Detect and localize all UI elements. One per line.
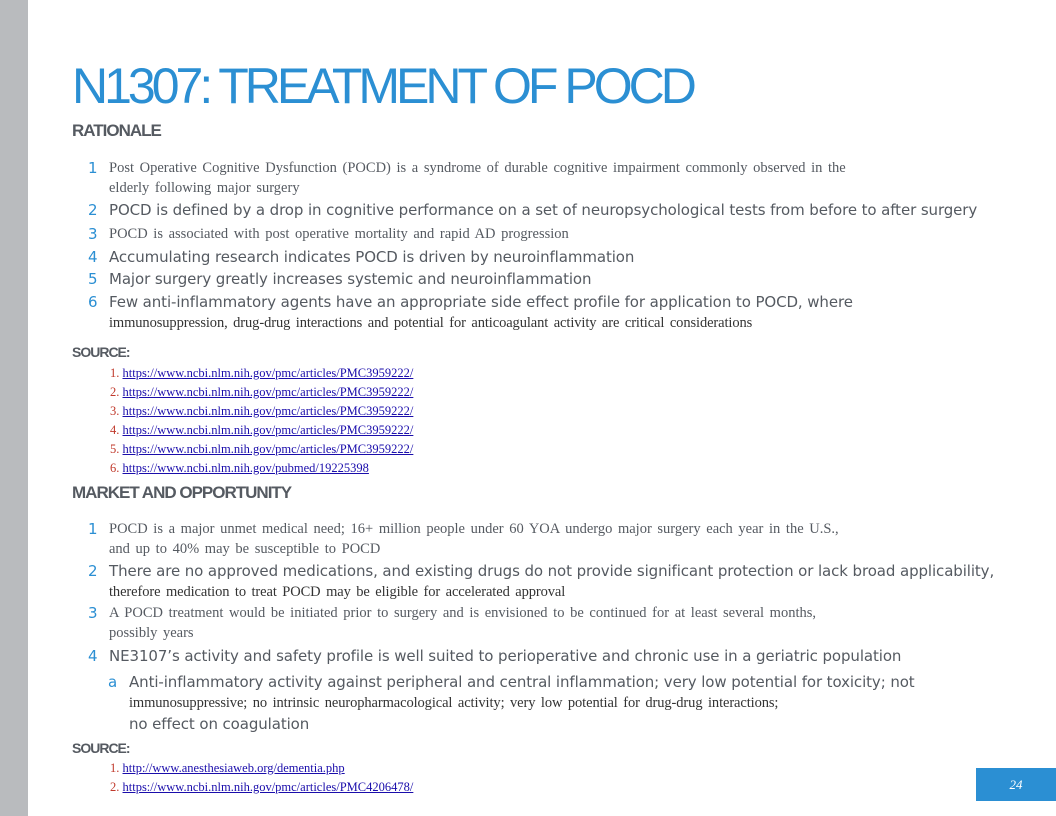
source-link-row [110, 421, 413, 440]
source-links-list [110, 364, 413, 478]
item-text: Major surgery greatly increases systemic and neuroinflammation [109, 270, 592, 288]
link-number: 3. [110, 404, 120, 418]
source-link[interactable]: https://www.ncbi.nlm.nih.gov/pmc/articles/PMC4206478/ [122, 780, 414, 794]
item-number: 3 [88, 225, 98, 243]
item-number: 1 [88, 520, 98, 538]
source-link[interactable]: http://www.anesthesiaweb.org/dementia.php [122, 761, 345, 775]
link-number: 2. [110, 385, 120, 399]
item-letter: a [108, 673, 118, 691]
link-number: 6. [110, 461, 120, 475]
source-link-row [110, 759, 413, 778]
source-link[interactable]: https://www.ncbi.nlm.nih.gov/pmc/articles/PMC3959222/ [122, 385, 414, 399]
source-link-row [110, 402, 413, 421]
rationale-item-5 [88, 268, 1008, 290]
source-link-row [110, 383, 413, 402]
source-link-row [110, 440, 413, 459]
item-number: 5 [88, 270, 98, 288]
link-number: 4. [110, 423, 120, 437]
link-number: 2. [110, 780, 120, 794]
source-link[interactable]: https://www.ncbi.nlm.nih.gov/pmc/articles/PMC3959222/ [122, 442, 414, 456]
market-heading: MARKET AND OPPORTUNITY [72, 483, 292, 502]
rationale-item-6 [88, 291, 1008, 333]
rationale-item-4 [88, 246, 1008, 268]
item-text: and up to 40% may be susceptible to POCD [109, 541, 381, 557]
item-text: no effect on coagulation [129, 715, 310, 733]
item-text: Post Operative Cognitive Dysfunction (POCD) is a syndrome of durable cognitive impairment commonly observed in the [109, 160, 846, 176]
item-text: therefore medication to treat POCD may be eligible for accelerated approval [109, 584, 566, 600]
item-text: elderly following major surgery [109, 180, 300, 196]
link-number: 5. [110, 442, 120, 456]
source-link[interactable]: https://www.ncbi.nlm.nih.gov/pmc/articles/PMC3959222/ [122, 404, 414, 418]
item-text: Anti-inflammatory activity against peripheral and central inflammation; very low potential for toxicity; not [129, 673, 915, 691]
item-text: POCD is a major unmet medical need; 16+ million people under 60 YOA undergo major surgery each year in the U.S., [109, 521, 839, 537]
item-text: Few anti-inflammatory agents have an appropriate side effect profile for application to POCD, where [109, 293, 853, 311]
page-number: 24 [976, 768, 1056, 801]
source-link-row [110, 364, 413, 383]
left-decorative-bar [0, 0, 28, 816]
rationale-item-3 [88, 224, 1008, 244]
source-link[interactable]: https://www.ncbi.nlm.nih.gov/pubmed/19225398 [122, 461, 369, 475]
item-text: possibly years [109, 625, 194, 641]
rationale-heading: RATIONALE [72, 121, 161, 140]
item-number: 4 [88, 248, 98, 266]
item-text: A POCD treatment would be initiated prior to surgery and is envisioned to be continued for at least several months, [109, 605, 817, 621]
item-number: 6 [88, 293, 98, 311]
slide-title: N1307: TREATMENT OF POCD [72, 58, 693, 114]
item-number: 2 [88, 562, 98, 580]
item-number: 3 [88, 604, 98, 622]
source-link-row [110, 459, 413, 478]
link-number: 1. [110, 366, 120, 380]
item-number: 2 [88, 201, 98, 219]
item-text: POCD is defined by a drop in cognitive performance on a set of neuropsychological tests from before to after surgery [109, 201, 978, 219]
source-link[interactable]: https://www.ncbi.nlm.nih.gov/pmc/articles/PMC3959222/ [122, 366, 414, 380]
item-text: There are no approved medications, and existing drugs do not provide significant protection or lack broad applicability, [109, 562, 995, 580]
item-number: 4 [88, 647, 98, 665]
market-item-1 [88, 519, 1008, 559]
rationale-item-2 [88, 199, 1008, 221]
source-links-list [110, 759, 413, 797]
item-text: Accumulating research indicates POCD is driven by neuroinflammation [109, 248, 635, 266]
source-heading: SOURCE: [72, 344, 130, 360]
rationale-item-1 [88, 158, 1008, 198]
link-number: 1. [110, 761, 120, 775]
item-text: immunosuppression, drug-drug interactions and potential for anticoagulant activity are critical considerations [109, 315, 753, 331]
market-item-3 [88, 603, 1008, 643]
market-item-4 [88, 645, 1008, 667]
item-text: immunosuppressive; no intrinsic neuropharmacological activity; very low potential for drug-drug interactions; [129, 695, 779, 711]
source-link[interactable]: https://www.ncbi.nlm.nih.gov/pmc/articles/PMC3959222/ [122, 423, 414, 437]
source-link-row [110, 778, 413, 797]
market-subitem-a [108, 671, 1028, 735]
item-text: NE3107’s activity and safety profile is well suited to perioperative and chronic use in a geriatric population [109, 647, 902, 665]
market-item-2 [88, 560, 1008, 602]
item-number: 1 [88, 159, 98, 177]
source-heading: SOURCE: [72, 740, 130, 756]
item-text: POCD is associated with post operative mortality and rapid AD progression [109, 226, 569, 242]
